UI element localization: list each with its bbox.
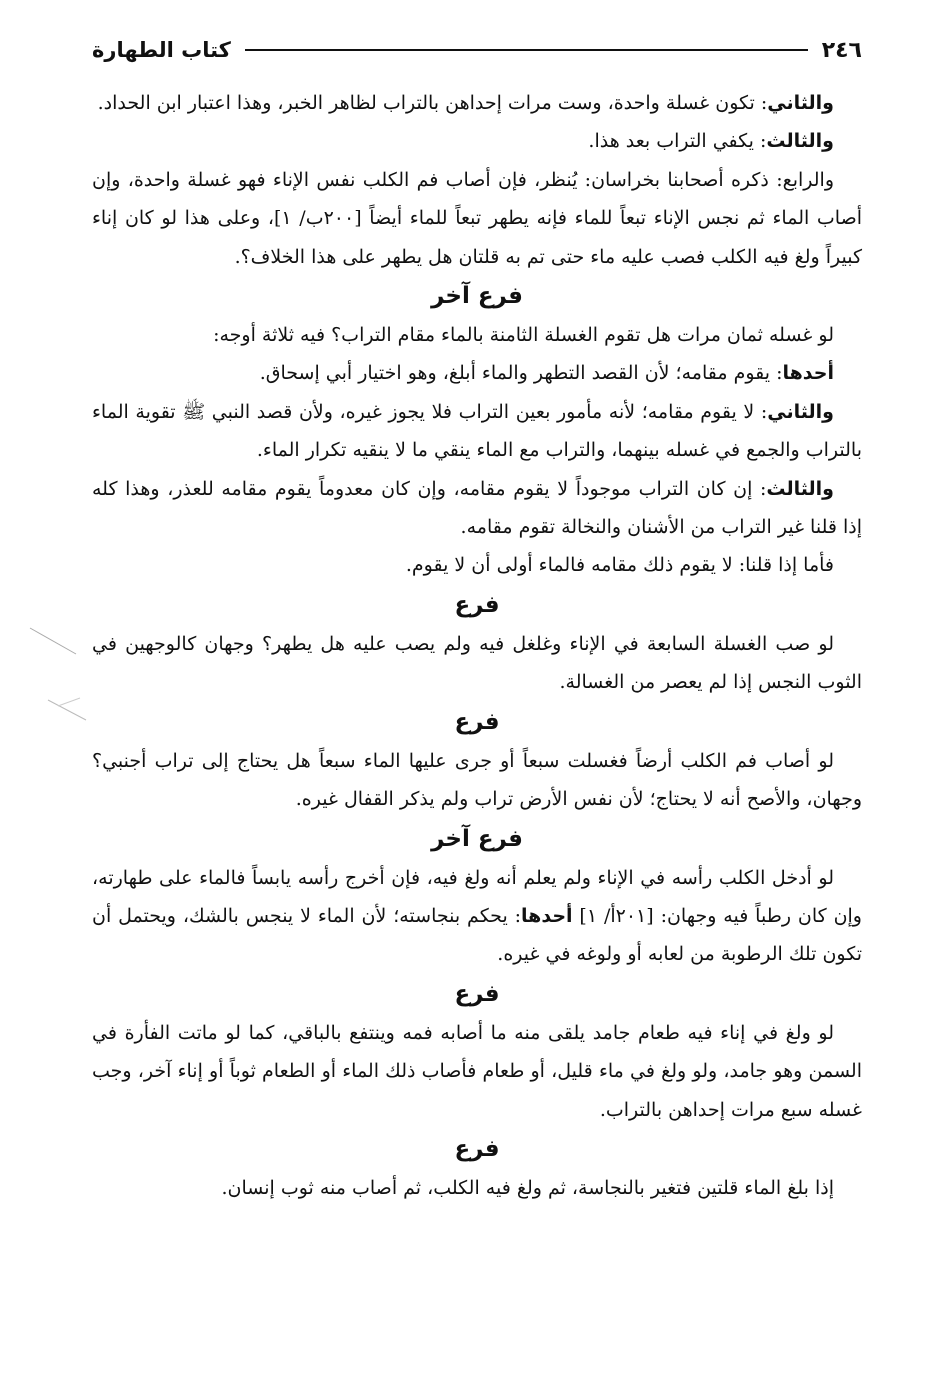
paragraph-lead: والثاني xyxy=(767,92,834,114)
paragraph xyxy=(92,161,862,276)
section-heading: فرع xyxy=(454,708,500,735)
paragraph-text: : لا يقوم مقامه؛ لأنه مأمور بعين التراب فلا يجوز غيره، ولأن قصد النبي ﷺ تقوية الماء بالتراب والجمع في غسله بينهما، والتراب مع الماء ينقي ما لا ينقيه تكرار الماء. xyxy=(92,400,862,462)
paragraph-text: : يقوم مقامه؛ لأن القصد التطهر والماء أبلغ، وهو اختيار أبي إسحاق. xyxy=(259,362,783,385)
page-number: ٢٤٦ xyxy=(821,37,862,63)
paragraph-text: لو أصاب فم الكلب أرضاً فغسلت سبعاً أو جرى عليها الماء سبعاً هل يحتاج إلى تراب أجنبي؟ وجهان، والأصح أنه لا يحتاج؛ لأن نفس الأرض تراب ولم يذكر القفال غيره. xyxy=(92,749,862,811)
paragraph xyxy=(92,316,862,354)
paragraph-text: إذا بلغ الماء قلتين فتغير بالنجاسة، ثم ولغ فيه الكلب، ثم أصاب منه ثوب إنسان. xyxy=(221,1176,834,1199)
paragraph-text: لو أدخل الكلب رأسه في الإناء ولم يعلم أنه ولغ فيه، فإن أخرج رأسه يابساً فالماء على طهارته، وإن كان رطباً فيه وجهان: [٢٠١أ/ ١] xyxy=(92,866,862,927)
book-title: كتاب الطهارة xyxy=(92,38,231,62)
paragraph xyxy=(92,1169,862,1207)
section-heading: فرع xyxy=(454,980,500,1007)
paragraph xyxy=(92,1014,862,1129)
paragraph-lead: والثالث xyxy=(766,130,834,153)
page xyxy=(92,30,862,1207)
paragraph xyxy=(92,84,862,122)
paragraph-text: : تكون غسلة واحدة، وست مرات إحداهن بالتراب لظاهر الخبر، وهذا اعتبار ابن الحداد. xyxy=(97,92,768,114)
paragraph xyxy=(92,546,862,584)
paragraph-text: والرابع: ذكره أصحابنا بخراسان: يُنظر، فإن أصاب فم الكلب نفس الإناء فهو غسلة واحدة، وإن أصاب الماء ثم نجس الإناء تبعاً للماء فإنه يطهر تبعاً للماء أيضاً [٢٠٠ب/ ١]، وعلى هذا لو كان إناء كبيراً ولغ فيه الكلب فصب عليه ماء حتى تم به قلتان هل يطهر على هذا الخلاف؟. xyxy=(92,168,863,268)
section-heading: فرع xyxy=(454,1135,500,1162)
section-heading: فرع xyxy=(454,591,500,618)
paragraph-text: فأما إذا قلنا: لا يقوم ذلك مقامه فالماء أولى أن لا يقوم. xyxy=(405,554,834,577)
paragraph xyxy=(92,470,862,547)
paragraph-text: : يحكم بنجاسته؛ لأن الماء لا ينجس بالشك، ويحتمل أن تكون تلك الرطوبة من لعابه أو ولوغه في غيره. xyxy=(92,904,862,966)
paragraph xyxy=(92,393,862,470)
paragraph xyxy=(92,122,862,160)
paragraph-text: لو ولغ في إناء فيه طعام جامد يلقى منه ما أصابه فمه وينتفع بالباقي، كما لو ماتت الفأرة في السمن وهو جامد، ولو ولغ في ماء قليل، أو طعام فأصاب ذلك الماء أو الطعام ثوباً أو إناء آخر، وجب غسله سبع مرات إحداهن بالتراب. xyxy=(92,1021,862,1121)
paragraph-text: : إن كان التراب موجوداً لا يقوم مقامه، وإن كان معدوماً يقوم مقامه للعذر، وهذا كله إذا قلنا غير التراب من الأشنان والنخالة تقوم مقامه. xyxy=(92,477,862,539)
paragraph-lead: أحدها xyxy=(782,362,834,385)
paragraph-lead: أحدها xyxy=(521,904,573,927)
paragraph xyxy=(92,354,862,392)
paragraph-lead: والثالث xyxy=(766,477,834,500)
paragraph-text: : يكفي التراب بعد هذا. xyxy=(588,130,767,153)
paragraph xyxy=(92,742,862,819)
scan-margin-marks xyxy=(28,620,98,730)
paragraph-lead: والثاني xyxy=(767,400,834,423)
page-header xyxy=(92,30,862,70)
page-body xyxy=(92,84,862,1207)
section-heading: فرع آخر xyxy=(431,283,523,310)
header-rule xyxy=(245,49,808,51)
paragraph xyxy=(92,625,862,702)
paragraph xyxy=(92,859,862,974)
paragraph-text: لو صب الغسلة السابعة في الإناء وغلغل فيه ولم يصب عليه هل يطهر؟ وجهان كالوجهين في الثوب النجس إذا لم يعصر من الغسالة. xyxy=(92,632,862,694)
paragraph-text: لو غسله ثمان مرات هل تقوم الغسلة الثامنة بالماء مقام التراب؟ فيه ثلاثة أوجه: xyxy=(213,324,834,347)
section-heading: فرع آخر xyxy=(431,825,523,852)
